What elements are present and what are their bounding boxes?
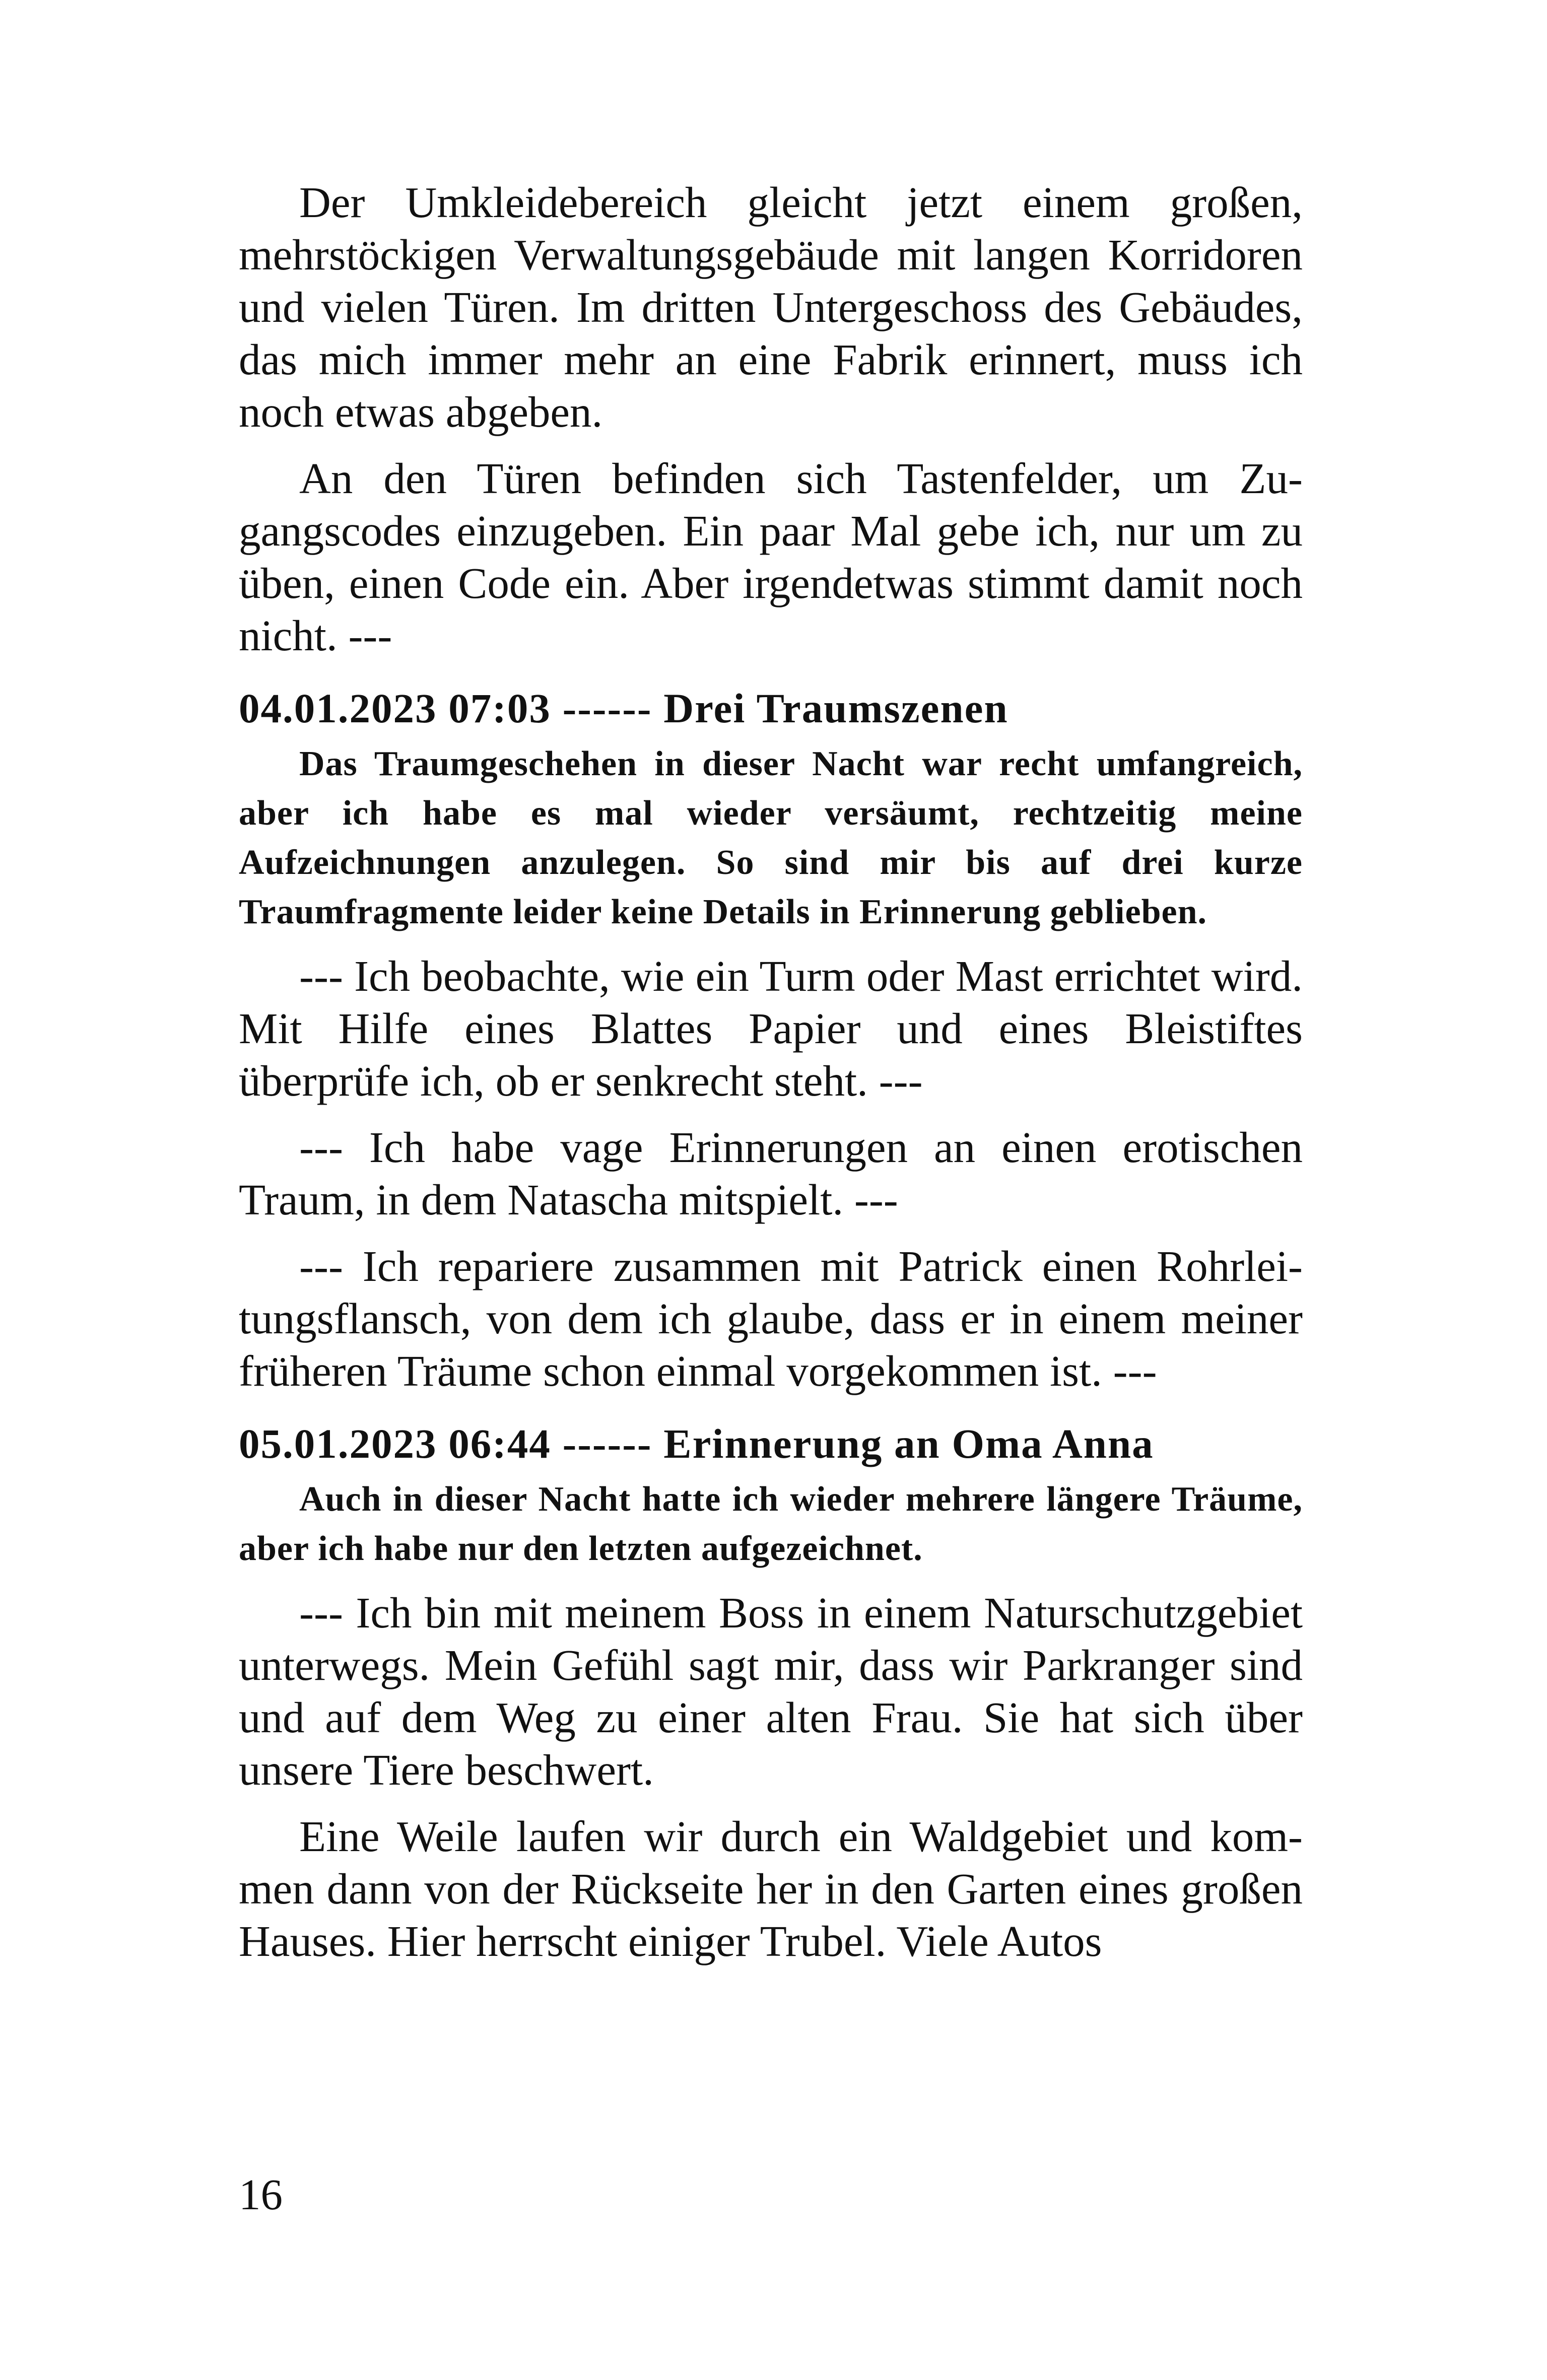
- entry-heading: 05.01.2023 06:44 ------ Erinnerung an Oma Anna: [239, 1420, 1154, 1467]
- text-column: [239, 176, 1303, 1967]
- body-paragraph: --- Ich repariere zusammen mit Patrick einen Rohrleitungsflansch, von dem ich glaube, dass er in einem meiner früheren Träume schon einmal vorgekommen ist. ---: [239, 1242, 1303, 1395]
- body-paragraph: Der Umkleidebereich gleicht jetzt einem großen, mehrstöckigen Verwaltungsgebäude mit langen Korridoren und vielen Türen. Im dritten Untergeschoss des Gebäudes, das mich immer mehr an eine Fabrik erinnert, muss ich noch etwas abgeben.: [239, 178, 1303, 436]
- entry-heading: 04.01.2023 07:03 ------ Drei Traumszenen: [239, 685, 1008, 731]
- body-paragraph: --- Ich habe vage Erinnerungen an einen erotischen Traum, in dem Natascha mitspielt. ---: [239, 1123, 1303, 1224]
- page-number: 16: [239, 2170, 283, 2219]
- entry-summary: Das Traumgeschehen in dieser Nacht war recht umfangreich, aber ich habe es mal wieder versäumt, rechtzeitig meine Aufzeichnungen anzulegen. So sind mir bis auf drei kurze Traumfragmente leider keine Details in Erinnerung geblieben.: [239, 744, 1303, 931]
- entry-summary: Auch in dieser Nacht hatte ich wieder mehrere längere Träume, aber ich habe nur den letzten aufgezeichnet.: [239, 1480, 1303, 1568]
- dream-entry: [239, 682, 1303, 1397]
- body-paragraph: --- Ich beobachte, wie ein Turm oder Mast errichtet wird. Mit Hilfe eines Blattes Papier und eines Bleistiftes überprüfe ich, ob er senkrecht steht. ---: [239, 951, 1303, 1105]
- body-paragraph: --- Ich bin mit meinem Boss in einem Naturschutzgebiet unterwegs. Mein Gefühl sagt mir, dass wir Parkranger sind und auf dem Weg zu einer alten Frau. Sie hat sich über unsere Tiere beschwert.: [239, 1588, 1303, 1794]
- body-paragraph: An den Türen befinden sich Tastenfelder, um Zugangscodes einzugeben. Ein paar Mal gebe ich, nur um zu üben, einen Code ein. Aber irgendetwas stimmt damit noch nicht. ---: [239, 454, 1303, 660]
- dream-entry: [239, 1417, 1303, 1967]
- body-paragraph: Eine Weile laufen wir durch ein Waldgebiet und kommen dann von der Rückseite her in den Garten eines großen Hauses. Hier herrscht einiger Trubel. Viele Autos: [239, 1812, 1303, 1965]
